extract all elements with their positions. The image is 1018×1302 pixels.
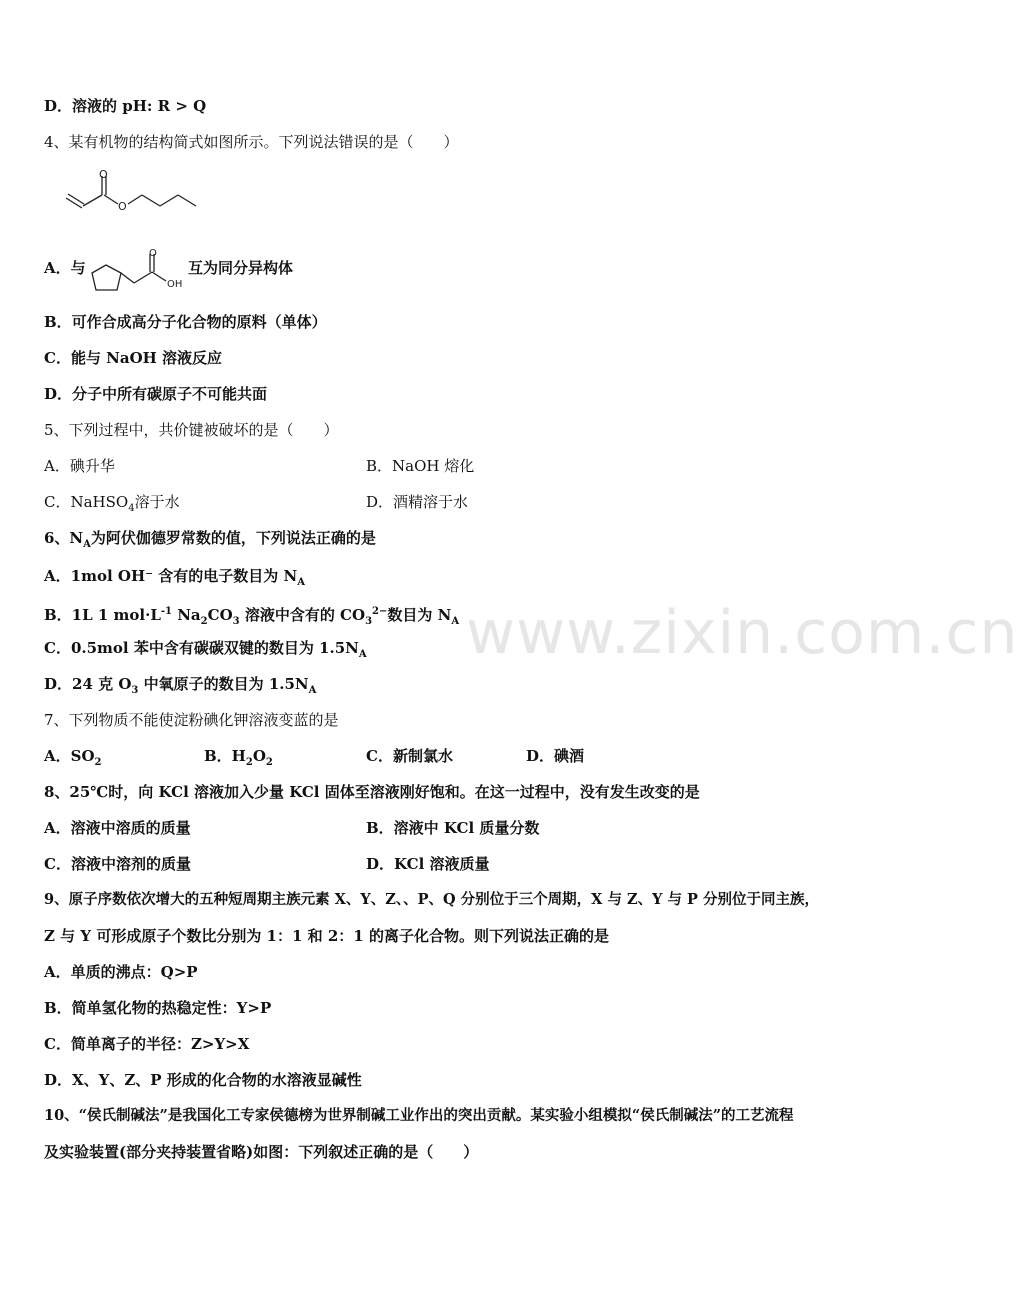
q8-option-c: C．溶液中溶剂的质量: [44, 855, 191, 873]
q6-option-d: D．24 克 $O_3$ 中氧原子的数目为 $1.5N_A$: [44, 675, 317, 696]
q5-stem: 5、下列过程中，共价键被破坏的是（ ）: [44, 421, 339, 439]
svg-text:O: O: [149, 248, 157, 259]
q9-stem-line2: Z 与 Y 可形成原子个数比分别为 1：1 和 2：1 的离子化合物。则下列说法正确的是: [44, 927, 609, 945]
q9-option-d: D．X、Y、Z、P 形成的化合物的水溶液显碱性: [44, 1071, 362, 1089]
q5-option-a: A．碘升华: [44, 457, 115, 475]
q4-option-c: C．能与 NaOH 溶液反应: [44, 349, 223, 367]
q7-option-b: B．$H_2O_2$: [204, 747, 273, 768]
q4-option-a-suffix: 互为同分异构体: [188, 259, 294, 277]
q4-option-a-prefix: A．与: [44, 259, 86, 277]
q4-structure-image: [62, 168, 202, 218]
q7-option-a: A．$SO_2$: [44, 747, 102, 768]
q9-option-b: B．简单氢化物的热稳定性：Y>P: [44, 999, 272, 1017]
svg-text:O: O: [99, 168, 108, 181]
q7-option-c: C．新制氯水: [366, 747, 453, 765]
q5-option-d: D．酒精溶于水: [366, 493, 469, 511]
q4-option-a-structure-label: OH: [167, 279, 183, 290]
q6-option-c: C．0.5mol 苯中含有碳碳双键的数目为 $1.5N_A$: [44, 639, 367, 660]
svg-text:O: O: [118, 200, 127, 213]
q9-option-a: A．单质的沸点：Q>P: [44, 963, 198, 981]
q9-option-c: C．简单离子的半径：Z>Y>X: [44, 1035, 250, 1053]
q10-stem-line2: 及实验装置(部分夹持装置省略)如图：下列叙述正确的是（ ）: [44, 1143, 479, 1161]
q6-stem: 6、$N_A$为阿伏伽德罗常数的值，下列说法正确的是: [44, 529, 376, 550]
q5-option-b: B．NaOH 熔化: [366, 457, 475, 475]
q8-option-d: D．KCl 溶液质量: [366, 855, 490, 873]
q6-option-b: B．1L 1 $mol\cdot L^{-1}$ $Na_2CO_3$ 溶液中含有的 $CO_3^{2-}$数目为 $N_A$: [44, 606, 460, 627]
q10-stem-line1: 10、“侯氏制碱法”是我国化工专家侯德榜为世界制碱工业作出的突出贡献。某实验小组模拟“侯氏制碱法”的工艺流程: [44, 1107, 794, 1124]
q5-option-c: C．NaHSO$_4$溶于水: [44, 493, 180, 514]
q4-option-d: D．分子中所有碳原子不可能共面: [44, 385, 268, 403]
watermark: www.zixin.com.cn: [466, 598, 1018, 668]
q7-option-d: D．碘酒: [526, 747, 585, 765]
q3-option-d: D．溶液的 pH: R > Q: [44, 97, 207, 115]
q8-stem: 8、25℃时，向 KCl 溶液加入少量 KCl 固体至溶液刚好饱和。在这一过程中，没有发生改变的是: [44, 783, 700, 801]
q4-option-a-structure: [88, 248, 188, 294]
q6-option-a: A．1mol OH⁻ 含有的电子数目为 $N_A$: [44, 567, 305, 588]
q8-option-b: B．溶液中 KCl 质量分数: [366, 819, 540, 837]
q9-stem-line1: 9、原子序数依次增大的五种短周期主族元素 X、Y、Z、、P、Q 分别位于三个周期，X 与 Z、Y 与 P 分别位于同主族，: [44, 891, 819, 908]
q4-stem: 4、某有机物的结构简式如图所示。下列说法错误的是（ ）: [44, 133, 459, 151]
q5-options-ab: [44, 456, 115, 476]
q4-option-b: B．可作合成高分子化合物的原料（单体）: [44, 313, 327, 331]
q7-stem: 7、下列物质不能使淀粉碘化钾溶液变蓝的是: [44, 711, 339, 729]
q8-option-a: A．溶液中溶质的质量: [44, 819, 191, 837]
